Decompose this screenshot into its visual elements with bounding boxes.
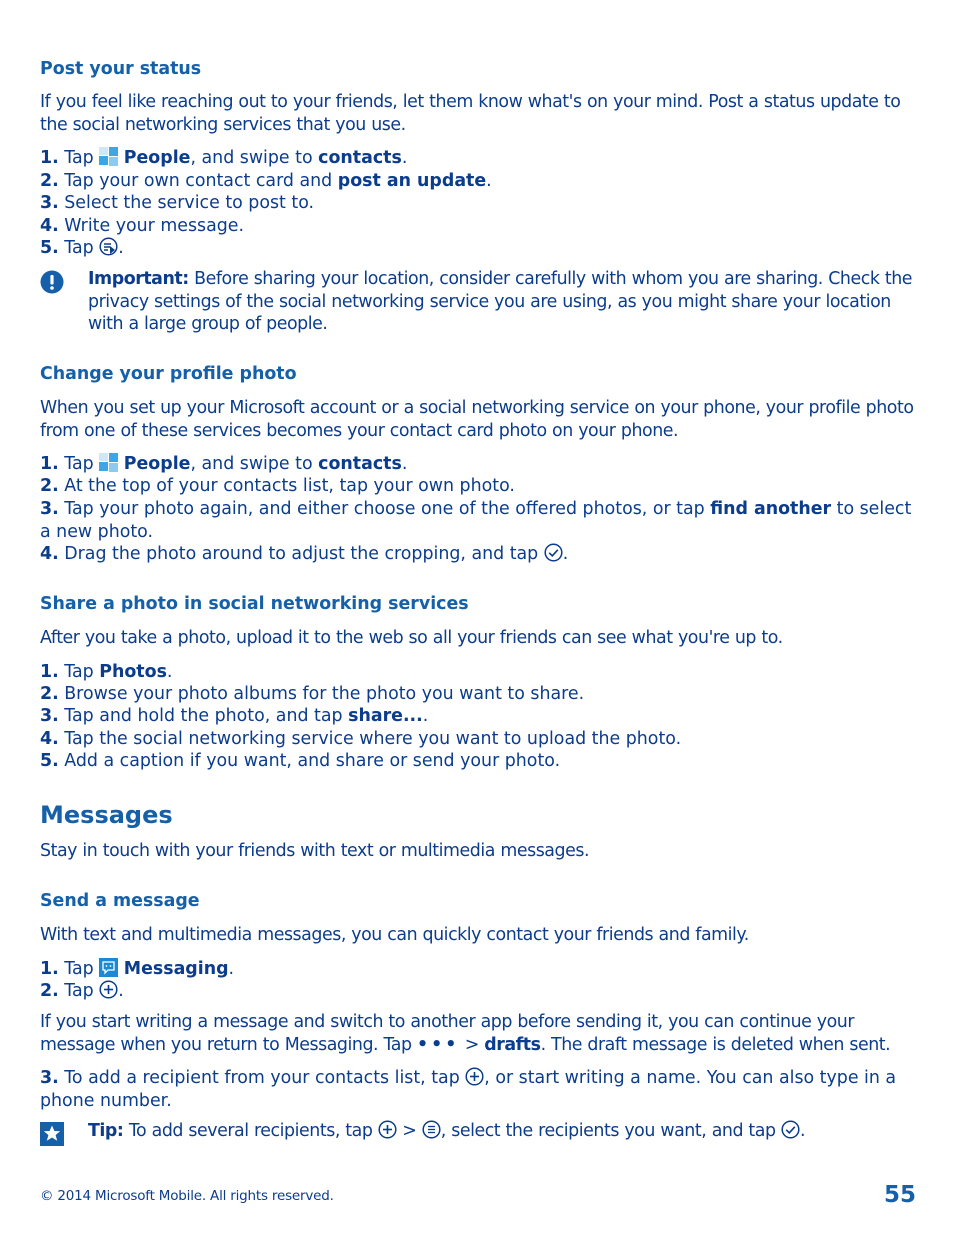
check-circle-icon xyxy=(544,543,563,562)
important-icon xyxy=(40,270,64,294)
list-item: 5. Tap . xyxy=(40,238,124,258)
list-item: 3. Tap your photo again, and either choose one of the offered photos, or tap find another to select a new photo. xyxy=(40,499,912,542)
heading-post-status: Post your status xyxy=(40,59,202,79)
list-item: 1. Tap Messaging. xyxy=(40,959,235,979)
send-post-icon xyxy=(99,237,118,256)
paragraph-drafts: If you start writing a message and switch to another app before sending it, you can continue your message when you return to Messaging. Tap ••• > drafts. The draft message is deleted when sent. xyxy=(40,1012,891,1055)
list-item: 1. Tap People, and swipe to contacts. xyxy=(40,148,408,168)
list-item: 3. Select the service to post to. xyxy=(40,193,315,213)
people-tile-icon xyxy=(99,453,118,472)
list-item: 2. At the top of your contacts list, tap your own photo. xyxy=(40,476,515,496)
heading-share-photo: Share a photo in social networking services xyxy=(40,594,469,614)
heading-change-profile-photo: Change your profile photo xyxy=(40,364,297,384)
list-item: 1. Tap People, and swipe to contacts. xyxy=(40,454,408,474)
list-item: 5. Add a caption if you want, and share or send your photo. xyxy=(40,751,561,771)
add-circle-icon xyxy=(99,980,118,999)
page-number: 55 xyxy=(884,1182,917,1208)
heading-messages: Messages xyxy=(40,801,173,829)
more-dots-icon: ••• xyxy=(417,1034,460,1055)
paragraph-send-intro: With text and multimedia messages, you can quickly contact your friends and family. xyxy=(40,925,749,945)
messaging-tile-icon xyxy=(99,958,118,977)
tip-star-icon xyxy=(40,1122,64,1146)
list-item: 2. Tap your own contact card and post an update. xyxy=(40,171,492,191)
paragraph-messages-intro: Stay in touch with your friends with text or multimedia messages. xyxy=(40,841,590,861)
heading-send-message: Send a message xyxy=(40,891,200,911)
check-circle-icon xyxy=(781,1120,800,1139)
paragraph-status-intro: If you feel like reaching out to your friends, let them know what's on your mind. Post a status update to the social networking services that you use. xyxy=(40,92,901,135)
paragraph-profile-intro: When you set up your Microsoft account or a social networking service on your phone, your profile photo from one of these services becomes your contact card photo on your phone. xyxy=(40,398,914,441)
list-item: 3. To add a recipient from your contacts list, tap , or start writing a name. You can also type in a phone number. xyxy=(40,1068,897,1111)
people-tile-icon xyxy=(99,147,118,166)
add-circle-icon xyxy=(378,1120,397,1139)
copyright-footer: © 2014 Microsoft Mobile. All rights reserved. xyxy=(40,1188,334,1204)
list-item: 1. Tap Photos. xyxy=(40,662,173,682)
tip-note: Tip: To add several recipients, tap > , select the recipients you want, and tap . xyxy=(88,1121,806,1141)
list-item: 2. Tap . xyxy=(40,981,124,1001)
list-item: 3. Tap and hold the photo, and tap share.... xyxy=(40,706,429,726)
select-list-icon xyxy=(422,1120,441,1139)
add-circle-icon xyxy=(465,1067,484,1086)
list-item: 4. Tap the social networking service where you want to upload the photo. xyxy=(40,729,682,749)
paragraph-share-intro: After you take a photo, upload it to the web so all your friends can see what you're up to. xyxy=(40,628,783,648)
list-item: 4. Write your message. xyxy=(40,216,245,236)
list-item: 4. Drag the photo around to adjust the cropping, and tap . xyxy=(40,544,569,564)
list-item: 2. Browse your photo albums for the photo you want to share. xyxy=(40,684,585,704)
important-note: Important: Before sharing your location, consider carefully with whom you are sharing. Check the privacy settings of the social networking service you are using, as you might share your location with a large group of people. xyxy=(88,269,913,334)
